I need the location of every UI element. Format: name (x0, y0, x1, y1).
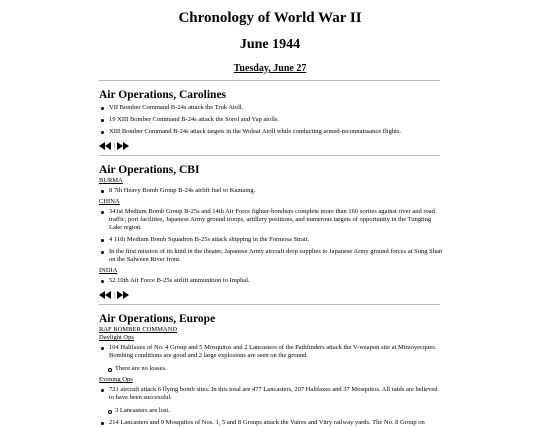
section-carolines (99, 89, 444, 150)
list-item: 721 aircraft attack 6 flying bomb sites. In this total are 477 Lancasters, 207 Halifaxes and 37 Mosquitos. All raids are believed to have been successful. (99, 386, 444, 402)
subheading-burma: BURMA (99, 177, 123, 184)
list-item: 341st Medium Bomb Group B-25s and 14th Air Force fighter-bombers complete more than 160 sorties against river and road traffic, port facilities, Japanese Army ground troops, artillery positions, and numerous targets of opportunity in the Tungting Lake region. (99, 208, 444, 232)
item-list (99, 277, 444, 285)
previous-button[interactable] (99, 291, 112, 299)
item-list (99, 208, 444, 264)
list-item: 104 Halifaxes of No. 4 Group and 5 Mosquitos and 2 Lancasters of the Pathfinders attack the V-weapon site at Mimoyecques. Bombing conditions are good and 2 large explosions are seen on the ground. (99, 344, 444, 360)
rewind-icon (99, 142, 112, 150)
divider (99, 304, 440, 305)
nav-separator: | (114, 141, 116, 150)
subheading-india: INDIA (99, 267, 118, 274)
section-europe (99, 313, 444, 427)
month-heading: June 1944 (239, 37, 301, 52)
item-list (99, 104, 444, 136)
fast-forward-icon (117, 291, 130, 299)
list-item: 19 XIII Bomber Command B-24s attack the Sorol and Yap atolls. (99, 116, 444, 124)
divider (99, 155, 440, 156)
page-title: Chronology of World War II (178, 10, 362, 26)
list-item: 214 Lancasters and 9 Mosquitos of Nos. 1, 5 and 8 Groups attack the Vaires and Vitry railway yards. The No. 8 Group on (99, 419, 444, 427)
list-item: VII Bomber Command B-24s attack the Truk Atoll. (99, 104, 444, 112)
list-item: XIII Bomber Command B-24s attack targets in the Woleai Atoll while conducting armed-reconnaissance flights. (99, 128, 444, 136)
section-nav (99, 290, 444, 299)
section-title: Air Operations, CBI (99, 164, 200, 176)
item-list (99, 386, 444, 427)
subheading-daylight: Daylight Ops (99, 334, 134, 341)
section-cbi (99, 164, 444, 299)
section-nav (99, 141, 444, 150)
previous-button[interactable] (99, 142, 112, 150)
date-heading: Tuesday, June 27 (233, 63, 307, 74)
sub-list-item: There are no losses. (107, 365, 444, 373)
nav-separator: | (114, 290, 116, 299)
list-item: 4 11th Medium Bomb Squadron B-25s attack shipping in the Formosa Strait. (99, 236, 444, 244)
list-item: 52 10th Air Force B-25s airlift ammunition to Imphal. (99, 277, 444, 285)
subheading-raf: RAF BOMBER COMMAND (99, 326, 178, 333)
section-title: Air Operations, Carolines (99, 89, 227, 101)
section-title: Air Operations, Europe (99, 313, 216, 325)
rewind-icon (99, 291, 112, 299)
item-list (99, 187, 444, 195)
list-item: In the first mission of its kind in the theater, Japanese Army aircraft drop supplies to Japanese Army ground forces at Sung Shan on the Salween River front. (99, 248, 444, 264)
next-button[interactable] (117, 291, 130, 299)
sub-list-item: 3 Lancasters are lost. (107, 407, 444, 415)
subheading-evening: Evening Ops (99, 376, 133, 383)
list-item: 8 7th Heavy Bomb Group B-24s airlift fuel to Kamaing. (99, 187, 444, 195)
subheading-china: CHINA (99, 198, 120, 205)
fast-forward-icon (117, 142, 130, 150)
item-list (99, 344, 444, 373)
divider (99, 80, 440, 81)
next-button[interactable] (117, 142, 130, 150)
